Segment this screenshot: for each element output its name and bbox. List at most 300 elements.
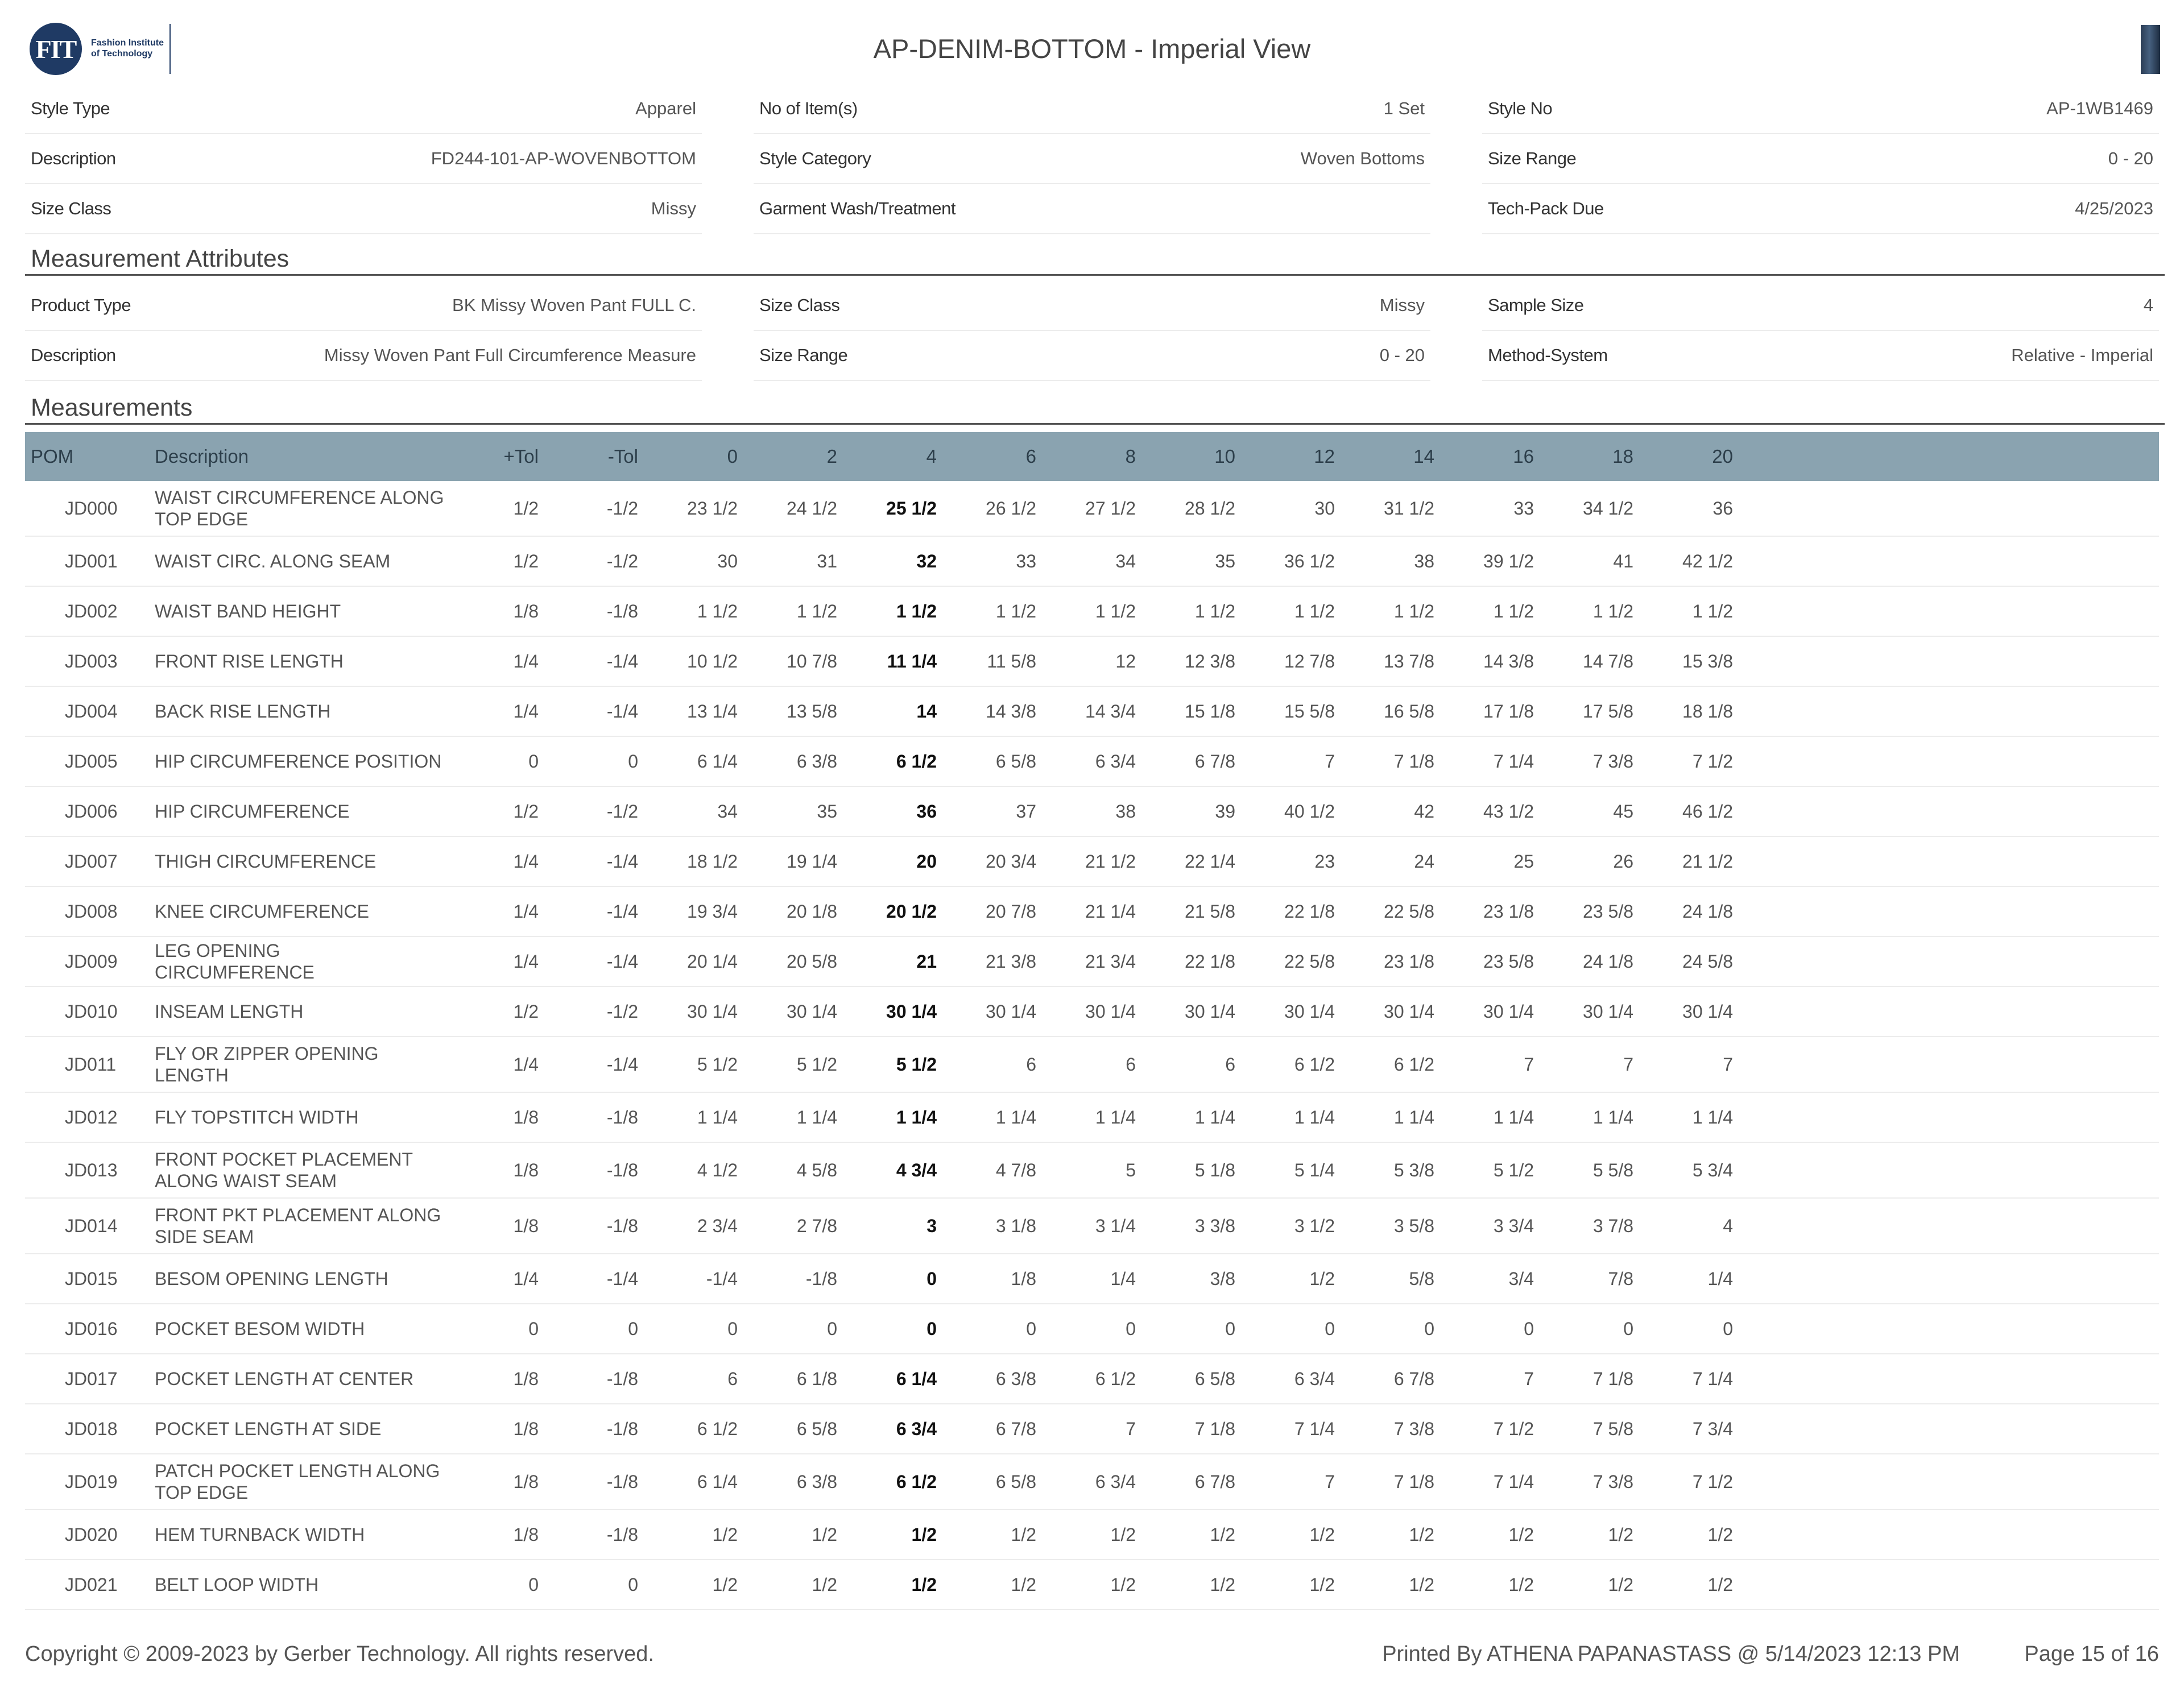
size-value: 7 1/8 <box>1393 1471 1434 1492</box>
pom-code: JD000 <box>65 498 118 519</box>
pom-description: FLY TOPSTITCH WIDTH <box>155 1107 359 1128</box>
field-value: 1 Set <box>1383 98 1425 118</box>
size-value: 24 1/8 <box>1583 951 1633 972</box>
size-value: 42 1/2 <box>1682 550 1733 571</box>
size-value: 21 5/8 <box>1185 901 1235 922</box>
size-value: 4 7/8 <box>995 1159 1036 1180</box>
size-value: 0 <box>1723 1318 1733 1339</box>
size-value: 1 1/4 <box>1692 1106 1733 1128</box>
size-value: 6 1/2 <box>697 1418 738 1439</box>
plus-tolerance: 1/2 <box>513 550 539 571</box>
size-value: 5 1/4 <box>1294 1159 1335 1180</box>
size-value: 3/8 <box>1210 1268 1235 1289</box>
table-row <box>25 887 2159 937</box>
size-value: 5 3/4 <box>1692 1159 1733 1180</box>
field-value: AP-1WB1469 <box>2046 98 2153 118</box>
plus-tolerance: 1/8 <box>513 1524 539 1545</box>
size-value: 3 1/4 <box>1095 1215 1136 1236</box>
size-value: 1 1/2 <box>1294 600 1335 621</box>
size-value: 6 7/8 <box>995 1418 1036 1439</box>
size-value: 13 5/8 <box>787 701 837 722</box>
plus-tolerance: 0 <box>528 1574 539 1595</box>
pom-description: PATCH POCKET LENGTH ALONG TOP EDGE <box>155 1461 440 1503</box>
field-label: Style Type <box>31 98 110 118</box>
size-value: 35 <box>817 801 837 822</box>
size-value: 10 1/2 <box>687 650 738 672</box>
minus-tolerance: 0 <box>628 1574 638 1595</box>
size-value: 21 1/4 <box>1085 901 1136 922</box>
plus-tolerance: 1/4 <box>513 1054 539 1075</box>
size-value: 0 <box>827 1318 837 1339</box>
size-value: 30 1/4 <box>1483 1001 1534 1022</box>
size-value: 2 3/4 <box>697 1215 738 1236</box>
size-value: 20 5/8 <box>787 951 837 972</box>
pom-description: HIP CIRCUMFERENCE POSITION <box>155 751 442 772</box>
field-label: Size Class <box>31 198 111 218</box>
table-row <box>25 837 2159 887</box>
pom-description: INSEAM LENGTH <box>155 1001 304 1022</box>
size-value: 23 5/8 <box>1483 951 1534 972</box>
pom-description: HEM TURNBACK WIDTH <box>155 1524 365 1545</box>
size-value: 24 1/8 <box>1682 901 1733 922</box>
plus-tolerance: 1/4 <box>513 1268 539 1289</box>
field-value: Apparel <box>635 98 696 118</box>
size-value: 6 <box>1225 1054 1235 1075</box>
pom-code: JD005 <box>65 751 118 772</box>
info-field <box>1482 134 2159 184</box>
size-value: 1 1/2 <box>1095 600 1136 621</box>
size-value: 6 5/8 <box>995 1471 1036 1492</box>
size-value: 30 1/4 <box>1085 1001 1136 1022</box>
size-value: 12 7/8 <box>1284 650 1335 672</box>
minus-tolerance: -1/8 <box>606 1159 638 1180</box>
size-value: 5 1/2 <box>1493 1159 1534 1180</box>
sample-size-value: 11 1/4 <box>887 650 937 672</box>
size-value: 1/2 <box>1309 1524 1335 1545</box>
size-value: 37 <box>1016 801 1036 822</box>
sample-size-value: 5 1/2 <box>896 1054 937 1075</box>
size-value: 13 7/8 <box>1384 650 1434 672</box>
size-value: 26 1/2 <box>986 498 1036 519</box>
pom-code: JD004 <box>65 701 118 722</box>
table-row <box>25 787 2159 837</box>
plus-tolerance: 1/8 <box>513 1215 539 1236</box>
size-value: 30 1/4 <box>1284 1001 1335 1022</box>
size-value: 14 3/8 <box>1483 650 1534 672</box>
size-value: 1 1/2 <box>1393 600 1434 621</box>
pom-code: JD016 <box>65 1318 118 1339</box>
size-value: 14 3/8 <box>986 701 1036 722</box>
plus-tolerance: 1/8 <box>513 1106 539 1128</box>
size-value: 6 5/8 <box>995 751 1036 772</box>
pom-description: FRONT PKT PLACEMENT ALONG SIDE SEAM <box>155 1205 441 1247</box>
field-label: Description <box>31 345 116 365</box>
pom-description: POCKET BESOM WIDTH <box>155 1319 365 1339</box>
table-row <box>25 587 2159 637</box>
field-label: Method-System <box>1488 345 1608 365</box>
size-value: 39 1/2 <box>1483 550 1534 571</box>
size-value: 6 1/8 <box>796 1368 837 1389</box>
size-value: 6 3/8 <box>995 1368 1036 1389</box>
size-value: 6 3/8 <box>796 751 837 772</box>
size-value: 19 1/4 <box>787 851 837 872</box>
size-value: 20 3/4 <box>986 851 1036 872</box>
size-value: 1/2 <box>1011 1524 1036 1545</box>
size-value: 1/2 <box>1707 1524 1733 1545</box>
table-row <box>25 1037 2159 1093</box>
info-field <box>1482 331 2159 381</box>
header-size: 14 <box>1413 446 1434 467</box>
size-value: 1/2 <box>1210 1574 1235 1595</box>
size-value: 1 1/2 <box>796 600 837 621</box>
size-value: 1 1/2 <box>995 600 1036 621</box>
header-size: 16 <box>1513 446 1534 467</box>
size-value: 17 1/8 <box>1483 701 1534 722</box>
pom-description: WAIST CIRCUMFERENCE ALONG TOP EDGE <box>155 487 444 529</box>
size-value: 7 1/4 <box>1294 1418 1335 1439</box>
fit-logo <box>30 23 172 75</box>
pom-description: LEG OPENING CIRCUMFERENCE <box>155 940 315 983</box>
minus-tolerance: -1/4 <box>606 901 638 922</box>
size-value: 0 <box>1623 1318 1633 1339</box>
size-value: 1 1/4 <box>1393 1106 1434 1128</box>
size-value: 7 3/8 <box>1393 1418 1434 1439</box>
size-value: 6 1/2 <box>1294 1054 1335 1075</box>
minus-tolerance: -1/4 <box>606 851 638 872</box>
size-value: 7 1/4 <box>1493 1471 1534 1492</box>
sample-size-value: 6 3/4 <box>896 1418 937 1439</box>
sample-size-value: 4 3/4 <box>896 1159 937 1180</box>
size-value: 3 7/8 <box>1592 1215 1633 1236</box>
sample-size-value: 32 <box>916 550 937 571</box>
sample-size-value: 1 1/4 <box>896 1106 937 1128</box>
header-size: 2 <box>826 446 837 467</box>
pom-code: JD008 <box>65 901 118 922</box>
sample-size-value: 1 1/2 <box>896 600 937 621</box>
size-value: 6 1/2 <box>1095 1368 1136 1389</box>
info-field <box>754 331 1430 381</box>
size-value: 7 <box>1623 1054 1633 1075</box>
size-value: 45 <box>1613 801 1633 822</box>
size-value: 14 7/8 <box>1583 650 1633 672</box>
size-value: 7 1/2 <box>1692 1471 1733 1492</box>
header-minus-tol: -Tol <box>607 446 638 467</box>
pom-code: JD019 <box>65 1471 118 1492</box>
plus-tolerance: 1/4 <box>513 951 539 972</box>
pom-description: BELT LOOP WIDTH <box>155 1574 319 1595</box>
table-row <box>25 1254 2159 1304</box>
field-label: Size Class <box>759 295 840 315</box>
plus-tolerance: 1/2 <box>513 498 539 519</box>
size-value: 1/2 <box>1409 1574 1434 1595</box>
plus-tolerance: 1/8 <box>513 1159 539 1180</box>
field-label: Garment Wash/Treatment <box>759 198 956 218</box>
sample-size-value: 1/2 <box>911 1574 937 1595</box>
size-value: 23 1/8 <box>1483 901 1534 922</box>
size-value: 1/2 <box>1608 1524 1633 1545</box>
size-value: 30 1/4 <box>1384 1001 1434 1022</box>
table-row <box>25 1093 2159 1143</box>
minus-tolerance: -1/4 <box>606 1054 638 1075</box>
size-value: 1/2 <box>1608 1574 1633 1595</box>
size-value: 1/2 <box>1210 1524 1235 1545</box>
field-label: Product Type <box>31 295 131 315</box>
size-value: 3 1/8 <box>995 1215 1036 1236</box>
table-row <box>25 1304 2159 1354</box>
size-value: 22 5/8 <box>1284 951 1335 972</box>
size-value: 23 1/2 <box>687 498 738 519</box>
size-value: 42 <box>1414 801 1434 822</box>
field-value: 0 - 20 <box>1379 345 1425 365</box>
sample-size-value: 20 1/2 <box>886 901 937 922</box>
size-value: 22 1/8 <box>1284 901 1335 922</box>
size-value: 43 1/2 <box>1483 801 1534 822</box>
size-value: 6 <box>1026 1054 1036 1075</box>
size-value: 1 1/4 <box>1294 1106 1335 1128</box>
size-value: 7 1/2 <box>1493 1418 1534 1439</box>
size-value: 31 <box>817 550 837 571</box>
size-value: 15 1/8 <box>1185 701 1235 722</box>
sample-size-value: 6 1/2 <box>896 751 937 772</box>
size-value: 38 <box>1414 550 1434 571</box>
size-value: 7 <box>1524 1054 1534 1075</box>
table-row <box>25 1404 2159 1454</box>
size-value: 1/2 <box>1110 1574 1136 1595</box>
info-field <box>754 184 1430 234</box>
size-value: 4 1/2 <box>697 1159 738 1180</box>
size-value: 21 1/2 <box>1682 851 1733 872</box>
table-row <box>25 737 2159 787</box>
pom-description: BACK RISE LENGTH <box>155 701 331 722</box>
plus-tolerance: 1/4 <box>513 650 539 672</box>
size-value: 30 1/4 <box>687 1001 738 1022</box>
size-value: 7/8 <box>1608 1268 1633 1289</box>
field-value: Relative - Imperial <box>2011 345 2153 365</box>
size-value: 6 5/8 <box>796 1418 837 1439</box>
measurement-attributes-grid <box>25 281 2159 381</box>
size-value: 1/8 <box>1011 1268 1036 1289</box>
size-value: 16 5/8 <box>1384 701 1434 722</box>
table-body <box>25 481 2159 1610</box>
size-value: 1/2 <box>1011 1574 1036 1595</box>
size-value: 33 <box>1016 550 1036 571</box>
pom-description: WAIST BAND HEIGHT <box>155 601 341 621</box>
size-value: 1/2 <box>1508 1574 1534 1595</box>
size-value: 1 1/4 <box>995 1106 1036 1128</box>
copyright-text: Copyright © 2009-2023 by Gerber Technology. All rights reserved. <box>25 1642 654 1666</box>
plus-tolerance: 1/8 <box>513 1471 539 1492</box>
minus-tolerance: 0 <box>628 1318 638 1339</box>
minus-tolerance: -1/8 <box>606 600 638 621</box>
size-value: 7 3/4 <box>1692 1418 1733 1439</box>
size-value: 1 1/2 <box>1592 600 1633 621</box>
size-value: 1/2 <box>1508 1524 1534 1545</box>
size-value: 3/4 <box>1508 1268 1534 1289</box>
header-size: 4 <box>926 446 937 467</box>
minus-tolerance: -1/4 <box>606 951 638 972</box>
pom-code: JD021 <box>65 1574 118 1595</box>
sample-size-value: 0 <box>926 1318 937 1339</box>
field-label: Size Range <box>1488 148 1577 168</box>
size-value: 20 7/8 <box>986 901 1036 922</box>
size-value: 24 1/2 <box>787 498 837 519</box>
size-value: -1/8 <box>805 1268 837 1289</box>
field-label: No of Item(s) <box>759 98 858 118</box>
info-field <box>754 84 1430 134</box>
sample-size-value: 1/2 <box>911 1524 937 1545</box>
field-label: Sample Size <box>1488 295 1584 315</box>
size-value: 6 3/4 <box>1294 1368 1335 1389</box>
size-value: 5 <box>1126 1159 1136 1180</box>
logo-line-1: Fashion Institute <box>91 38 164 48</box>
size-value: 1 1/4 <box>1493 1106 1534 1128</box>
sample-size-value: 21 <box>916 951 937 972</box>
field-value: FD244-101-AP-WOVENBOTTOM <box>431 148 696 168</box>
plus-tolerance: 0 <box>528 751 539 772</box>
fit-logo-wordmark <box>91 38 166 59</box>
minus-tolerance: -1/8 <box>606 1524 638 1545</box>
printed-by-text: Printed By ATHENA PAPANASTASS @ 5/14/2023 12:13 PM <box>1382 1642 1960 1666</box>
size-value: 20 1/8 <box>787 901 837 922</box>
pom-code: JD009 <box>65 951 118 972</box>
size-value: 7 <box>1126 1418 1136 1439</box>
pom-description: THIGH CIRCUMFERENCE <box>155 851 377 872</box>
size-value: 0 <box>1524 1318 1534 1339</box>
size-value: 6 3/4 <box>1095 1471 1136 1492</box>
size-value: 1 1/4 <box>1194 1106 1235 1128</box>
sample-size-value: 30 1/4 <box>886 1001 937 1022</box>
size-value: 23 5/8 <box>1583 901 1633 922</box>
table-row <box>25 1143 2159 1199</box>
sample-size-value: 14 <box>916 701 937 722</box>
plus-tolerance: 1/2 <box>513 1001 539 1022</box>
size-value: 33 <box>1513 498 1534 519</box>
size-value: 7 <box>1524 1368 1534 1389</box>
size-value: 1 1/4 <box>1095 1106 1136 1128</box>
size-value: 4 5/8 <box>796 1159 837 1180</box>
minus-tolerance: -1/8 <box>606 1106 638 1128</box>
size-value: 28 1/2 <box>1185 498 1235 519</box>
table-row <box>25 987 2159 1037</box>
measurements-heading: Measurements <box>25 393 2165 425</box>
size-value: 26 <box>1613 851 1633 872</box>
plus-tolerance: 1/8 <box>513 1418 539 1439</box>
field-value: 4/25/2023 <box>2075 198 2153 218</box>
size-value: 30 1/4 <box>1682 1001 1733 1022</box>
size-value: 21 3/4 <box>1085 951 1136 972</box>
size-value: 3 3/8 <box>1194 1215 1235 1236</box>
size-value: 5 1/2 <box>796 1054 837 1075</box>
header-pom: POM <box>31 446 74 467</box>
table-row <box>25 537 2159 587</box>
info-field <box>25 84 702 134</box>
header-size: 18 <box>1612 446 1633 467</box>
field-label: Style Category <box>759 148 871 168</box>
size-value: 18 1/2 <box>687 851 738 872</box>
pom-code: JD013 <box>65 1159 118 1180</box>
plus-tolerance: 0 <box>528 1318 539 1339</box>
size-value: 39 <box>1215 801 1235 822</box>
size-value: 6 1/2 <box>1393 1054 1434 1075</box>
minus-tolerance: -1/8 <box>606 1368 638 1389</box>
size-value: 1 1/2 <box>1194 600 1235 621</box>
size-value: 7 1/4 <box>1692 1368 1733 1389</box>
info-field <box>1482 184 2159 234</box>
logo-divider <box>169 24 171 74</box>
size-value: 7 3/8 <box>1592 751 1633 772</box>
size-value: 0 <box>1325 1318 1335 1339</box>
size-value: 10 7/8 <box>787 650 837 672</box>
size-value: 7 1/8 <box>1393 751 1434 772</box>
size-value: 21 1/2 <box>1085 851 1136 872</box>
size-value: 21 3/8 <box>986 951 1036 972</box>
page-title: AP-DENIM-BOTTOM - Imperial View <box>873 34 1311 64</box>
size-value: 1/2 <box>1309 1268 1335 1289</box>
pom-description: WAIST CIRC. ALONG SEAM <box>155 551 391 571</box>
pom-description: POCKET LENGTH AT SIDE <box>155 1419 382 1439</box>
size-value: -1/4 <box>706 1268 738 1289</box>
size-value: 1 1/2 <box>1493 600 1534 621</box>
size-value: 1/2 <box>1309 1574 1335 1595</box>
size-value: 15 5/8 <box>1284 701 1335 722</box>
field-value: 0 - 20 <box>2108 148 2153 168</box>
size-value: 4 <box>1723 1215 1733 1236</box>
size-value: 36 1/2 <box>1284 550 1335 571</box>
size-value: 38 <box>1115 801 1136 822</box>
sample-size-value: 6 1/2 <box>896 1471 937 1492</box>
info-field <box>25 331 702 381</box>
field-value: BK Missy Woven Pant FULL C. <box>452 295 696 315</box>
plus-tolerance: 1/8 <box>513 1368 539 1389</box>
size-value: 6 3/4 <box>1095 751 1136 772</box>
pom-code: JD003 <box>65 650 118 672</box>
size-value: 7 1/4 <box>1493 751 1534 772</box>
table-row <box>25 1354 2159 1404</box>
pom-description: FRONT RISE LENGTH <box>155 651 344 672</box>
logo-line-2: of Technology <box>91 49 153 59</box>
pom-description: HIP CIRCUMFERENCE <box>155 801 350 822</box>
pom-description: POCKET LENGTH AT CENTER <box>155 1369 414 1389</box>
size-value: 1 1/2 <box>697 600 738 621</box>
plus-tolerance: 1/2 <box>513 801 539 822</box>
pom-code: JD010 <box>65 1001 118 1022</box>
size-value: 1/4 <box>1707 1268 1733 1289</box>
size-value: 15 3/8 <box>1682 650 1733 672</box>
size-value: 7 1/2 <box>1692 751 1733 772</box>
size-value: 0 <box>1424 1318 1434 1339</box>
size-value: 1/2 <box>1409 1524 1434 1545</box>
size-value: 23 1/8 <box>1384 951 1434 972</box>
measurement-attributes-heading: Measurement Attributes <box>25 244 2165 276</box>
size-value: 18 1/8 <box>1682 701 1733 722</box>
size-value: 5/8 <box>1409 1268 1434 1289</box>
pom-code: JD012 <box>65 1106 118 1128</box>
size-value: 30 1/4 <box>787 1001 837 1022</box>
field-value: Woven Bottoms <box>1300 148 1425 168</box>
size-value: 1/2 <box>1110 1524 1136 1545</box>
pom-description: BESOM OPENING LENGTH <box>155 1269 388 1289</box>
table-row <box>25 937 2159 987</box>
size-value: 12 <box>1115 650 1136 672</box>
minus-tolerance: -1/2 <box>606 1001 638 1022</box>
info-field <box>1482 281 2159 331</box>
size-value: 0 <box>727 1318 738 1339</box>
info-field <box>25 281 702 331</box>
size-value: 0 <box>1126 1318 1136 1339</box>
sample-size-value: 20 <box>916 851 937 872</box>
size-value: 31 1/2 <box>1384 498 1434 519</box>
size-value: 3 5/8 <box>1393 1215 1434 1236</box>
